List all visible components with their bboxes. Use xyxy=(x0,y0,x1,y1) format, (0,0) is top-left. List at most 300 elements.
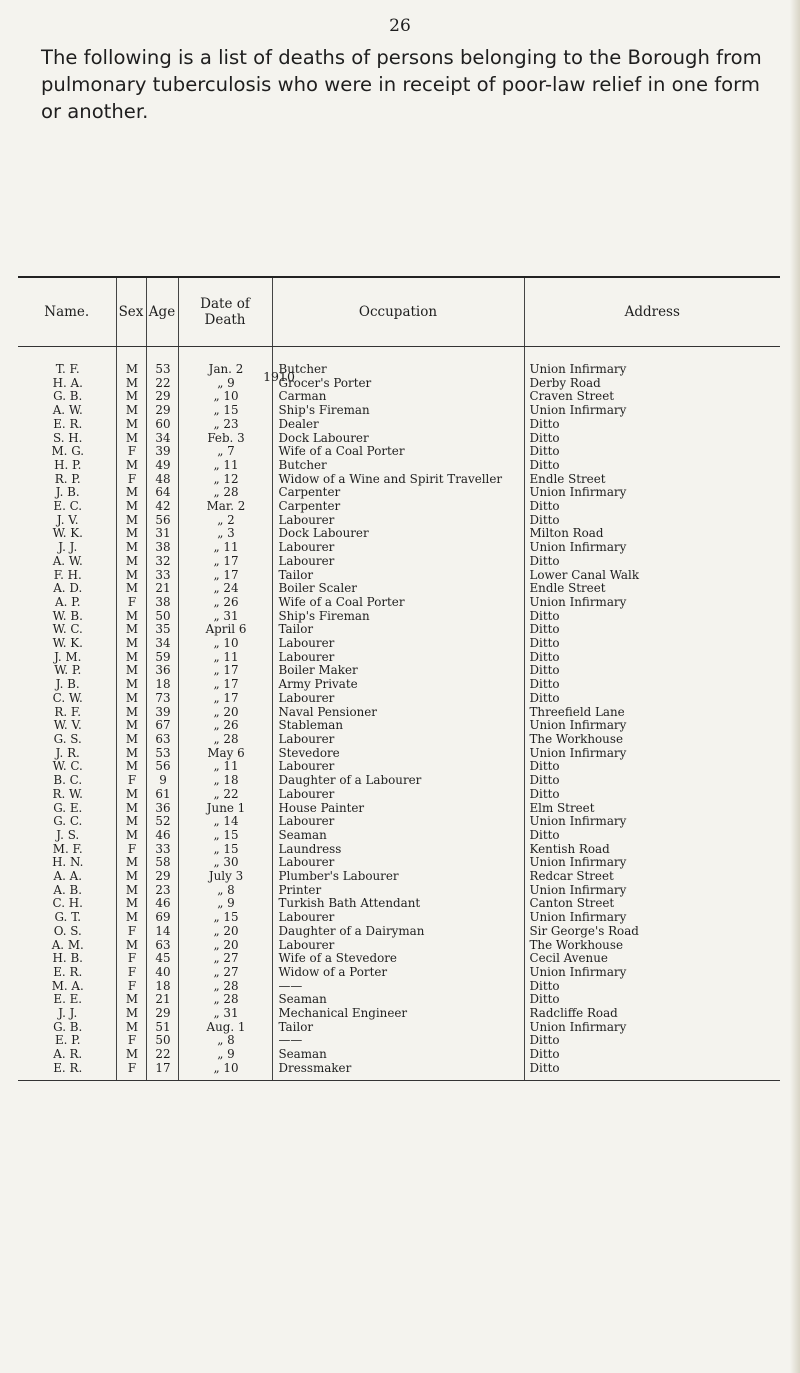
cell-address: Union Infirmary xyxy=(529,814,627,829)
cell-sex: F xyxy=(116,1062,146,1080)
cell-sex: M xyxy=(116,555,146,569)
cell-occupation: Butcher xyxy=(272,459,524,473)
cell-address: Endle Street xyxy=(529,581,606,596)
cell-occupation: Labourer xyxy=(272,788,524,802)
cell-date: „ 11 xyxy=(178,541,272,555)
table-row xyxy=(18,1021,780,1035)
cell-date: „ 28 xyxy=(178,980,272,994)
cell-name: H. N. xyxy=(18,856,116,870)
cell-date: Aug. 1 xyxy=(178,1021,272,1035)
cell-address: Union Infirmary xyxy=(529,485,627,500)
cell-address: Union Infirmary xyxy=(529,855,627,870)
table-row xyxy=(18,1048,780,1062)
cell-address: Radcliffe Road xyxy=(529,1006,618,1021)
table-row xyxy=(18,788,780,802)
table-row xyxy=(18,445,780,459)
table-row xyxy=(18,390,780,404)
cell-date: „ 31 xyxy=(178,610,272,624)
cell-age: 45 xyxy=(146,952,178,966)
cell-date: „ 7 xyxy=(178,445,272,459)
cell-date: „ 24 xyxy=(178,582,272,596)
cell-sex: M xyxy=(116,788,146,802)
cell-occupation: Labourer xyxy=(272,733,524,747)
cell-address: Milton Road xyxy=(529,526,604,541)
table-row xyxy=(18,486,780,500)
cell-address: Ditto xyxy=(529,773,560,788)
cell-occupation: Labourer xyxy=(272,541,524,555)
cell-age: 35 xyxy=(146,623,178,637)
cell-age: 14 xyxy=(146,925,178,939)
cell-sex: M xyxy=(116,377,146,391)
cell-address: Ditto xyxy=(529,649,560,664)
cell-name: A. W. xyxy=(18,404,116,418)
cell-name: G. T. xyxy=(18,911,116,925)
table-row xyxy=(18,514,780,528)
cell-occupation: Labourer xyxy=(272,637,524,651)
table-header-row xyxy=(18,277,780,347)
cell-date: „ 17 xyxy=(178,678,272,692)
cell-occupation: Stableman xyxy=(272,719,524,733)
cell-sex: M xyxy=(116,404,146,418)
cell-age: 73 xyxy=(146,692,178,706)
cell-occupation: Seaman xyxy=(272,829,524,843)
cell-name: J. V. xyxy=(18,514,116,528)
cell-occupation: Widow of a Wine and Spirit Traveller xyxy=(272,473,524,487)
cell-occupation: Tailor xyxy=(272,569,524,583)
cell-address: Kentish Road xyxy=(529,841,610,856)
table-row xyxy=(18,418,780,432)
cell-date: „ 9 xyxy=(178,377,272,391)
cell-address: The Workhouse xyxy=(529,937,623,952)
cell-age: 18 xyxy=(146,980,178,994)
cell-age: 29 xyxy=(146,870,178,884)
cell-address: Ditto xyxy=(529,690,560,705)
cell-address: Ditto xyxy=(529,827,560,842)
cell-age: 56 xyxy=(146,760,178,774)
cell-address: Ditto xyxy=(529,1033,560,1048)
cell-name: C. H. xyxy=(18,897,116,911)
cell-occupation: Boiler Maker xyxy=(272,664,524,678)
cell-occupation: Labourer xyxy=(272,692,524,706)
deaths-table xyxy=(18,276,780,1081)
cell-name: J. M. xyxy=(18,651,116,665)
cell-age: 51 xyxy=(146,1021,178,1035)
cell-name: J. S. xyxy=(18,829,116,843)
cell-date: „ 18 xyxy=(178,774,272,788)
cell-name: E. R. xyxy=(18,418,116,432)
cell-age: 50 xyxy=(146,610,178,624)
cell-sex: M xyxy=(116,486,146,500)
cell-age: 39 xyxy=(146,445,178,459)
cell-occupation: Stevedore xyxy=(272,747,524,761)
cell-age: 48 xyxy=(146,473,178,487)
cell-address: Union Infirmary xyxy=(529,594,627,609)
cell-age: 22 xyxy=(146,1048,178,1062)
cell-name: O. S. xyxy=(18,925,116,939)
cell-date: July 3 xyxy=(178,870,272,884)
cell-age: 33 xyxy=(146,843,178,857)
cell-sex: M xyxy=(116,541,146,555)
cell-sex: F xyxy=(116,1034,146,1048)
page-number: 26 xyxy=(389,16,411,36)
cell-address: Union Infirmary xyxy=(529,882,627,897)
cell-age: 38 xyxy=(146,541,178,555)
cell-address: Ditto xyxy=(529,553,560,568)
table-row xyxy=(18,582,780,596)
cell-occupation: Labourer xyxy=(272,555,524,569)
table-row xyxy=(18,1062,780,1080)
cell-name: H. B. xyxy=(18,952,116,966)
cell-age: 63 xyxy=(146,939,178,953)
cell-date: „ 15 xyxy=(178,404,272,418)
cell-sex: M xyxy=(116,747,146,761)
table-row xyxy=(18,870,780,884)
cell-occupation: Labourer xyxy=(272,939,524,953)
cell-date: „ 17 xyxy=(178,555,272,569)
cell-age: 60 xyxy=(146,418,178,432)
table-row xyxy=(18,829,780,843)
cell-sex: M xyxy=(116,459,146,473)
cell-sex: M xyxy=(116,870,146,884)
cell-address: Endle Street xyxy=(529,471,606,486)
cell-sex: M xyxy=(116,1021,146,1035)
cell-address: Ditto xyxy=(529,416,560,431)
cell-date: „ 12 xyxy=(178,473,272,487)
cell-sex: M xyxy=(116,1007,146,1021)
cell-date: „ 11 xyxy=(178,459,272,473)
cell-address: Ditto xyxy=(529,677,560,692)
cell-name: J. B. xyxy=(18,678,116,692)
cell-sex: M xyxy=(116,514,146,528)
cell-age: 29 xyxy=(146,390,178,404)
cell-sex: M xyxy=(116,829,146,843)
cell-sex: M xyxy=(116,802,146,816)
cell-date: „ 2 xyxy=(178,514,272,528)
table-row xyxy=(18,459,780,473)
cell-address: Union Infirmary xyxy=(529,718,627,733)
cell-name: A. W. xyxy=(18,555,116,569)
cell-sex: M xyxy=(116,527,146,541)
cell-occupation: Dock Labourer xyxy=(272,527,524,541)
table-row xyxy=(18,843,780,857)
cell-name: E. E. xyxy=(18,993,116,1007)
cell-address: Lower Canal Walk xyxy=(529,567,640,582)
cell-age: 53 xyxy=(146,347,178,377)
cell-sex: M xyxy=(116,637,146,651)
cell-date: „ 8 xyxy=(178,1034,272,1048)
cell-address: Threefield Lane xyxy=(529,704,625,719)
cell-address: Sir George's Road xyxy=(529,923,639,938)
cell-occupation: Army Private xyxy=(272,678,524,692)
cell-occupation: Wife of a Coal Porter xyxy=(272,445,524,459)
cell-address: Cecil Avenue xyxy=(529,951,608,966)
table-body xyxy=(18,347,780,1081)
cell-occupation: Carman xyxy=(272,390,524,404)
cell-name: A. M. xyxy=(18,939,116,953)
cell-age: 53 xyxy=(146,747,178,761)
cell-date: „ 20 xyxy=(178,939,272,953)
cell-date: „ 17 xyxy=(178,569,272,583)
table-row xyxy=(18,897,780,911)
cell-occupation: Carpenter xyxy=(272,486,524,500)
cell-address: Ditto xyxy=(529,512,560,527)
cell-address: Ditto xyxy=(529,1047,560,1062)
cell-age: 32 xyxy=(146,555,178,569)
cell-date: „ 11 xyxy=(178,651,272,665)
table-row xyxy=(18,623,780,637)
cell-occupation: Dock Labourer xyxy=(272,432,524,446)
cell-date: Feb. 3 xyxy=(178,432,272,446)
cell-date: „ 14 xyxy=(178,815,272,829)
cell-address: Ditto xyxy=(529,622,560,637)
cell-sex: M xyxy=(116,610,146,624)
cell-name: W. V. xyxy=(18,719,116,733)
cell-age: 38 xyxy=(146,596,178,610)
cell-age: 29 xyxy=(146,1007,178,1021)
cell-date: „ 23 xyxy=(178,418,272,432)
cell-sex: F xyxy=(116,596,146,610)
cell-date: „ 26 xyxy=(178,719,272,733)
cell-date: April 6 xyxy=(178,623,272,637)
cell-address: Union Infirmary xyxy=(529,964,627,979)
cell-date: „ 28 xyxy=(178,733,272,747)
cell-date: May 6 xyxy=(178,747,272,761)
cell-address: Union Infirmary xyxy=(529,362,627,376)
cell-sex: M xyxy=(116,664,146,678)
cell-sex: M xyxy=(116,347,146,377)
table-row xyxy=(18,911,780,925)
cell-occupation: Tailor xyxy=(272,1021,524,1035)
cell-occupation: Labourer xyxy=(272,911,524,925)
cell-sex: M xyxy=(116,733,146,747)
header-date-text: Date of Death xyxy=(200,296,250,328)
cell-age: 40 xyxy=(146,966,178,980)
cell-occupation: Mechanical Engineer xyxy=(272,1007,524,1021)
cell-occupation: Ship's Fireman xyxy=(272,610,524,624)
cell-age: 52 xyxy=(146,815,178,829)
cell-sex: M xyxy=(116,678,146,692)
cell-sex: F xyxy=(116,843,146,857)
cell-occupation: Daughter of a Labourer xyxy=(272,774,524,788)
cell-name: J. B. xyxy=(18,486,116,500)
cell-occupation: Labourer xyxy=(272,514,524,528)
cell-date: Jan. 2 xyxy=(178,347,272,377)
cell-date: „ 15 xyxy=(178,911,272,925)
cell-date: „ 30 xyxy=(178,856,272,870)
cell-name: A. R. xyxy=(18,1048,116,1062)
cell-occupation: Labourer xyxy=(272,760,524,774)
cell-date: „ 10 xyxy=(178,1062,272,1080)
cell-date: „ 27 xyxy=(178,952,272,966)
cell-address: Union Infirmary xyxy=(529,403,627,418)
table-row xyxy=(18,952,780,966)
cell-name: M. A. xyxy=(18,980,116,994)
cell-name: W. B. xyxy=(18,610,116,624)
table-row xyxy=(18,692,780,706)
cell-date: „ 27 xyxy=(178,966,272,980)
cell-address: Redcar Street xyxy=(529,869,614,884)
cell-name: G. S. xyxy=(18,733,116,747)
table-row xyxy=(18,856,780,870)
cell-name: G. C. xyxy=(18,815,116,829)
cell-age: 67 xyxy=(146,719,178,733)
table-row xyxy=(18,555,780,569)
table-row xyxy=(18,706,780,720)
cell-name: F. H. xyxy=(18,569,116,583)
cell-occupation: Ship's Fireman xyxy=(272,404,524,418)
cell-sex: M xyxy=(116,911,146,925)
cell-address: Ditto xyxy=(529,430,560,445)
cell-name: M. G. xyxy=(18,445,116,459)
cell-date: „ 28 xyxy=(178,993,272,1007)
cell-name: T. F. xyxy=(18,347,116,377)
cell-date: „ 20 xyxy=(178,925,272,939)
table-row xyxy=(18,719,780,733)
cell-address: Elm Street xyxy=(529,800,595,815)
cell-age: 39 xyxy=(146,706,178,720)
table-row xyxy=(18,993,780,1007)
cell-sex: M xyxy=(116,418,146,432)
cell-address: Union Infirmary xyxy=(529,910,627,925)
cell-age: 63 xyxy=(146,733,178,747)
cell-age: 9 xyxy=(146,774,178,788)
cell-address: Ditto xyxy=(529,663,560,678)
cell-occupation: Seaman xyxy=(272,993,524,1007)
cell-address: Canton Street xyxy=(529,896,615,911)
cell-sex: F xyxy=(116,952,146,966)
cell-occupation: Daughter of a Dairyman xyxy=(272,925,524,939)
cell-age: 64 xyxy=(146,486,178,500)
cell-age: 46 xyxy=(146,829,178,843)
cell-address: Union Infirmary xyxy=(529,1019,627,1034)
cell-name: H. P. xyxy=(18,459,116,473)
cell-sex: F xyxy=(116,925,146,939)
table-row xyxy=(18,610,780,624)
cell-address: Ditto xyxy=(529,786,560,801)
table-row xyxy=(18,1034,780,1048)
cell-name: J. J. xyxy=(18,1007,116,1021)
cell-occupation: Grocer's Porter xyxy=(272,377,524,391)
cell-date: „ 8 xyxy=(178,884,272,898)
header-age: Age xyxy=(146,277,178,347)
table-row xyxy=(18,774,780,788)
cell-sex: M xyxy=(116,623,146,637)
cell-sex: M xyxy=(116,569,146,583)
cell-occupation: Wife of a Stevedore xyxy=(272,952,524,966)
cell-occupation: Labourer xyxy=(272,815,524,829)
cell-name: W. K. xyxy=(18,527,116,541)
cell-name: A. P. xyxy=(18,596,116,610)
cell-name: W. C. xyxy=(18,623,116,637)
table-row xyxy=(18,678,780,692)
cell-name: R. W. xyxy=(18,788,116,802)
cell-name: G. E. xyxy=(18,802,116,816)
cell-age: 18 xyxy=(146,678,178,692)
year-label: 1910 xyxy=(263,369,295,384)
cell-name: E. R. xyxy=(18,966,116,980)
table-row xyxy=(18,377,780,391)
cell-sex: M xyxy=(116,390,146,404)
cell-address: Ditto xyxy=(529,992,560,1007)
cell-address: Derby Road xyxy=(529,375,601,390)
cell-occupation: Laundress xyxy=(272,843,524,857)
table-row xyxy=(18,733,780,747)
cell-occupation: Dealer xyxy=(272,418,524,432)
cell-date: „ 31 xyxy=(178,1007,272,1021)
cell-sex: M xyxy=(116,760,146,774)
cell-name: A. A. xyxy=(18,870,116,884)
cell-age: 22 xyxy=(146,377,178,391)
cell-date: „ 15 xyxy=(178,843,272,857)
cell-name: E. P. xyxy=(18,1034,116,1048)
cell-age: 50 xyxy=(146,1034,178,1048)
intro-paragraph: The following is a list of deaths of persons belonging to the Borough from pulmonary tuberculosis who were in receipt of poor-law relief in one form or another. xyxy=(41,46,762,123)
cell-occupation: Plumber's Labourer xyxy=(272,870,524,884)
cell-date: Mar. 2 xyxy=(178,500,272,514)
cell-age: 17 xyxy=(146,1062,178,1080)
table-row xyxy=(18,569,780,583)
cell-name: A. B. xyxy=(18,884,116,898)
cell-date: „ 10 xyxy=(178,637,272,651)
cell-age: 23 xyxy=(146,884,178,898)
cell-name: J. R. xyxy=(18,747,116,761)
cell-address: The Workhouse xyxy=(529,731,623,746)
cell-age: 36 xyxy=(146,802,178,816)
cell-name: J. J. xyxy=(18,541,116,555)
page-edge-shadow xyxy=(790,0,800,1373)
table-row xyxy=(18,802,780,816)
table-row xyxy=(18,815,780,829)
cell-sex: F xyxy=(116,774,146,788)
cell-occupation: Turkish Bath Attendant xyxy=(272,897,524,911)
table-row xyxy=(18,664,780,678)
cell-age: 31 xyxy=(146,527,178,541)
cell-age: 58 xyxy=(146,856,178,870)
cell-date: „ 20 xyxy=(178,706,272,720)
table-row xyxy=(18,966,780,980)
cell-date: „ 26 xyxy=(178,596,272,610)
cell-age: 21 xyxy=(146,993,178,1007)
cell-sex: F xyxy=(116,473,146,487)
cell-occupation: Labourer xyxy=(272,651,524,665)
cell-occupation: Widow of a Porter xyxy=(272,966,524,980)
cell-name: G. B. xyxy=(18,390,116,404)
table-row xyxy=(18,473,780,487)
cell-occupation: Carpenter xyxy=(272,500,524,514)
table-row xyxy=(18,980,780,994)
cell-name: M. F. xyxy=(18,843,116,857)
cell-sex: M xyxy=(116,1048,146,1062)
cell-occupation: Dressmaker xyxy=(272,1062,524,1080)
cell-date: „ 22 xyxy=(178,788,272,802)
cell-occupation: —— xyxy=(272,980,524,994)
cell-occupation: Tailor xyxy=(272,623,524,637)
table-row xyxy=(18,527,780,541)
cell-age: 34 xyxy=(146,637,178,651)
cell-sex: M xyxy=(116,719,146,733)
cell-sex: M xyxy=(116,651,146,665)
cell-occupation: Seaman xyxy=(272,1048,524,1062)
table-row xyxy=(18,404,780,418)
table-row xyxy=(18,596,780,610)
cell-address: Ditto xyxy=(529,457,560,472)
cell-age: 33 xyxy=(146,569,178,583)
cell-sex: M xyxy=(116,897,146,911)
deaths-table-container xyxy=(18,276,780,1081)
header-name: Name. xyxy=(18,277,116,347)
cell-address: Union Infirmary xyxy=(529,540,627,555)
cell-date: „ 10 xyxy=(178,390,272,404)
